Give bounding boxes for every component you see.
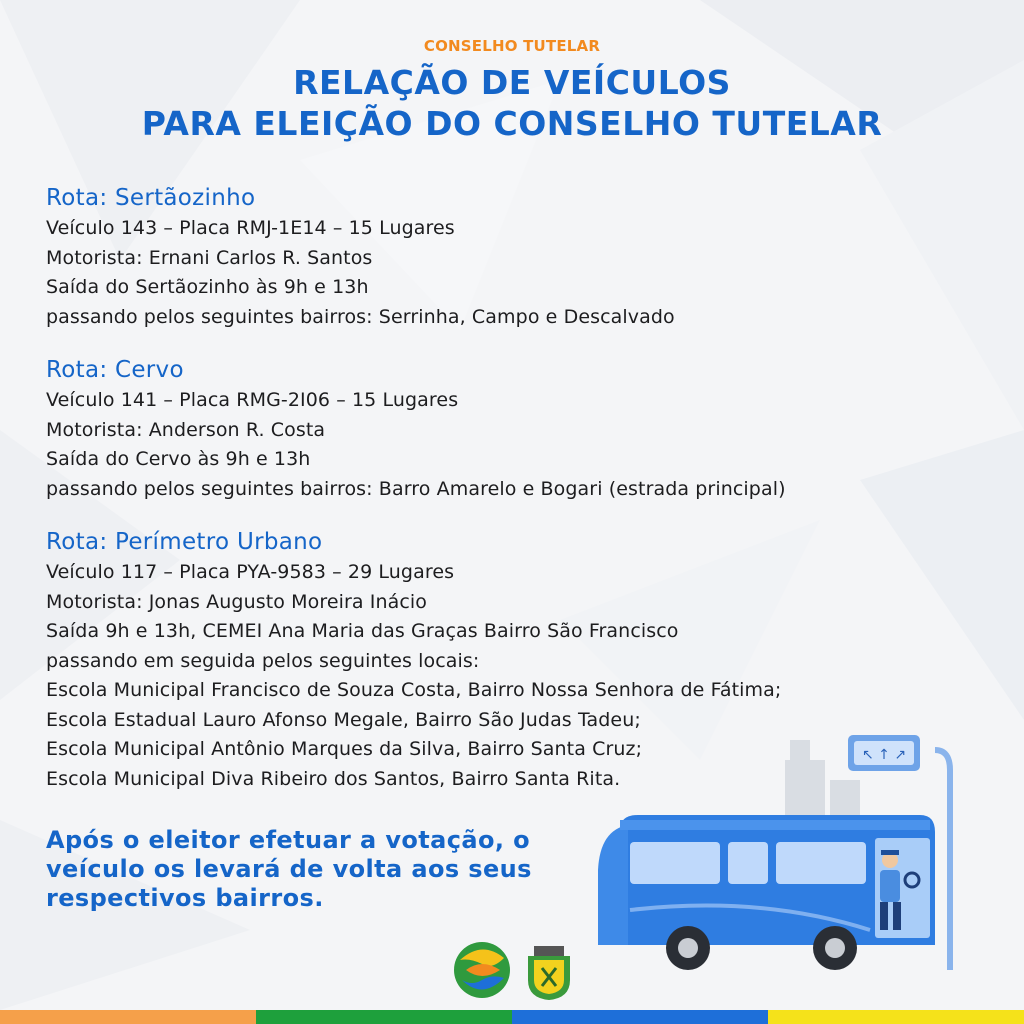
title-line-1: RELAÇÃO DE VEÍCULOS <box>293 63 731 102</box>
stripe-blue <box>512 1010 768 1024</box>
svg-text:↖ ↑ ↗: ↖ ↑ ↗ <box>861 747 907 763</box>
route-line: Saída do Cervo às 9h e 13h <box>46 448 311 470</box>
route-line: Motorista: Anderson R. Costa <box>46 418 326 441</box>
closing-line-3: respectivos bairros. <box>46 884 324 912</box>
route-line: Escola Municipal Diva Ribeiro dos Santos, Bairro Santa Rita. <box>46 767 621 790</box>
stripe-yellow <box>768 1010 1024 1024</box>
stripe-orange <box>0 1010 256 1024</box>
route-title: Rota: Sertãozinho <box>46 185 256 211</box>
logos-group <box>452 940 582 1002</box>
route-line: Saída do Sertãozinho às 9h e 13h <box>46 276 369 298</box>
route-line: Escola Estadual Lauro Afonso Megale, Bairro São Judas Tadeu; <box>46 708 641 731</box>
route-line: Escola Municipal Antônio Marques da Silva, Bairro Santa Cruz; <box>46 738 643 760</box>
route-line: Motorista: Jonas Augusto Moreira Inácio <box>46 590 428 613</box>
closing-message <box>46 826 586 913</box>
route-cervo <box>46 354 1006 504</box>
route-line: passando em seguida pelos seguintes locais: <box>46 649 480 672</box>
closing-line-1: Após o eleitor efetuar a votação, o <box>46 826 531 854</box>
bus-with-driver-icon <box>590 720 970 980</box>
route-line: Escola Municipal Francisco de Souza Costa, Bairro Nossa Senhora de Fátima; <box>46 679 782 701</box>
route-line: passando pelos seguintes bairros: Serrinha, Campo e Descalvado <box>46 305 675 328</box>
route-title: Rota: Cervo <box>46 357 184 383</box>
eyebrow-title: CONSELHO TUTELAR <box>423 37 601 55</box>
route-line: Veículo 141 – Placa RMG-2I06 – 15 Lugares <box>46 389 459 411</box>
closing-line-2: veículo os levará de volta aos seus <box>46 855 532 883</box>
route-line: Saída 9h e 13h, CEMEI Ana Maria das Graças Bairro São Francisco <box>46 620 679 642</box>
municipal-emblem-logo <box>454 942 510 998</box>
route-line: Veículo 117 – Placa PYA-9583 – 29 Lugares <box>46 561 455 583</box>
route-line: Motorista: Ernani Carlos R. Santos <box>46 246 373 269</box>
stripe-green <box>256 1010 512 1024</box>
route-line: Veículo 143 – Placa RMJ-1E14 – 15 Lugares <box>46 217 455 239</box>
route-sertaozinho <box>46 182 1006 332</box>
title-line-2: PARA ELEIÇÃO DO CONSELHO TUTELAR <box>141 104 883 143</box>
coat-of-arms-logo <box>528 946 570 1000</box>
page-title <box>0 62 1024 144</box>
route-line: passando pelos seguintes bairros: Barro Amarelo e Bogari (estrada principal) <box>46 477 786 500</box>
color-stripe-footer <box>0 1010 1024 1024</box>
route-title: Rota: Perímetro Urbano <box>46 529 323 555</box>
